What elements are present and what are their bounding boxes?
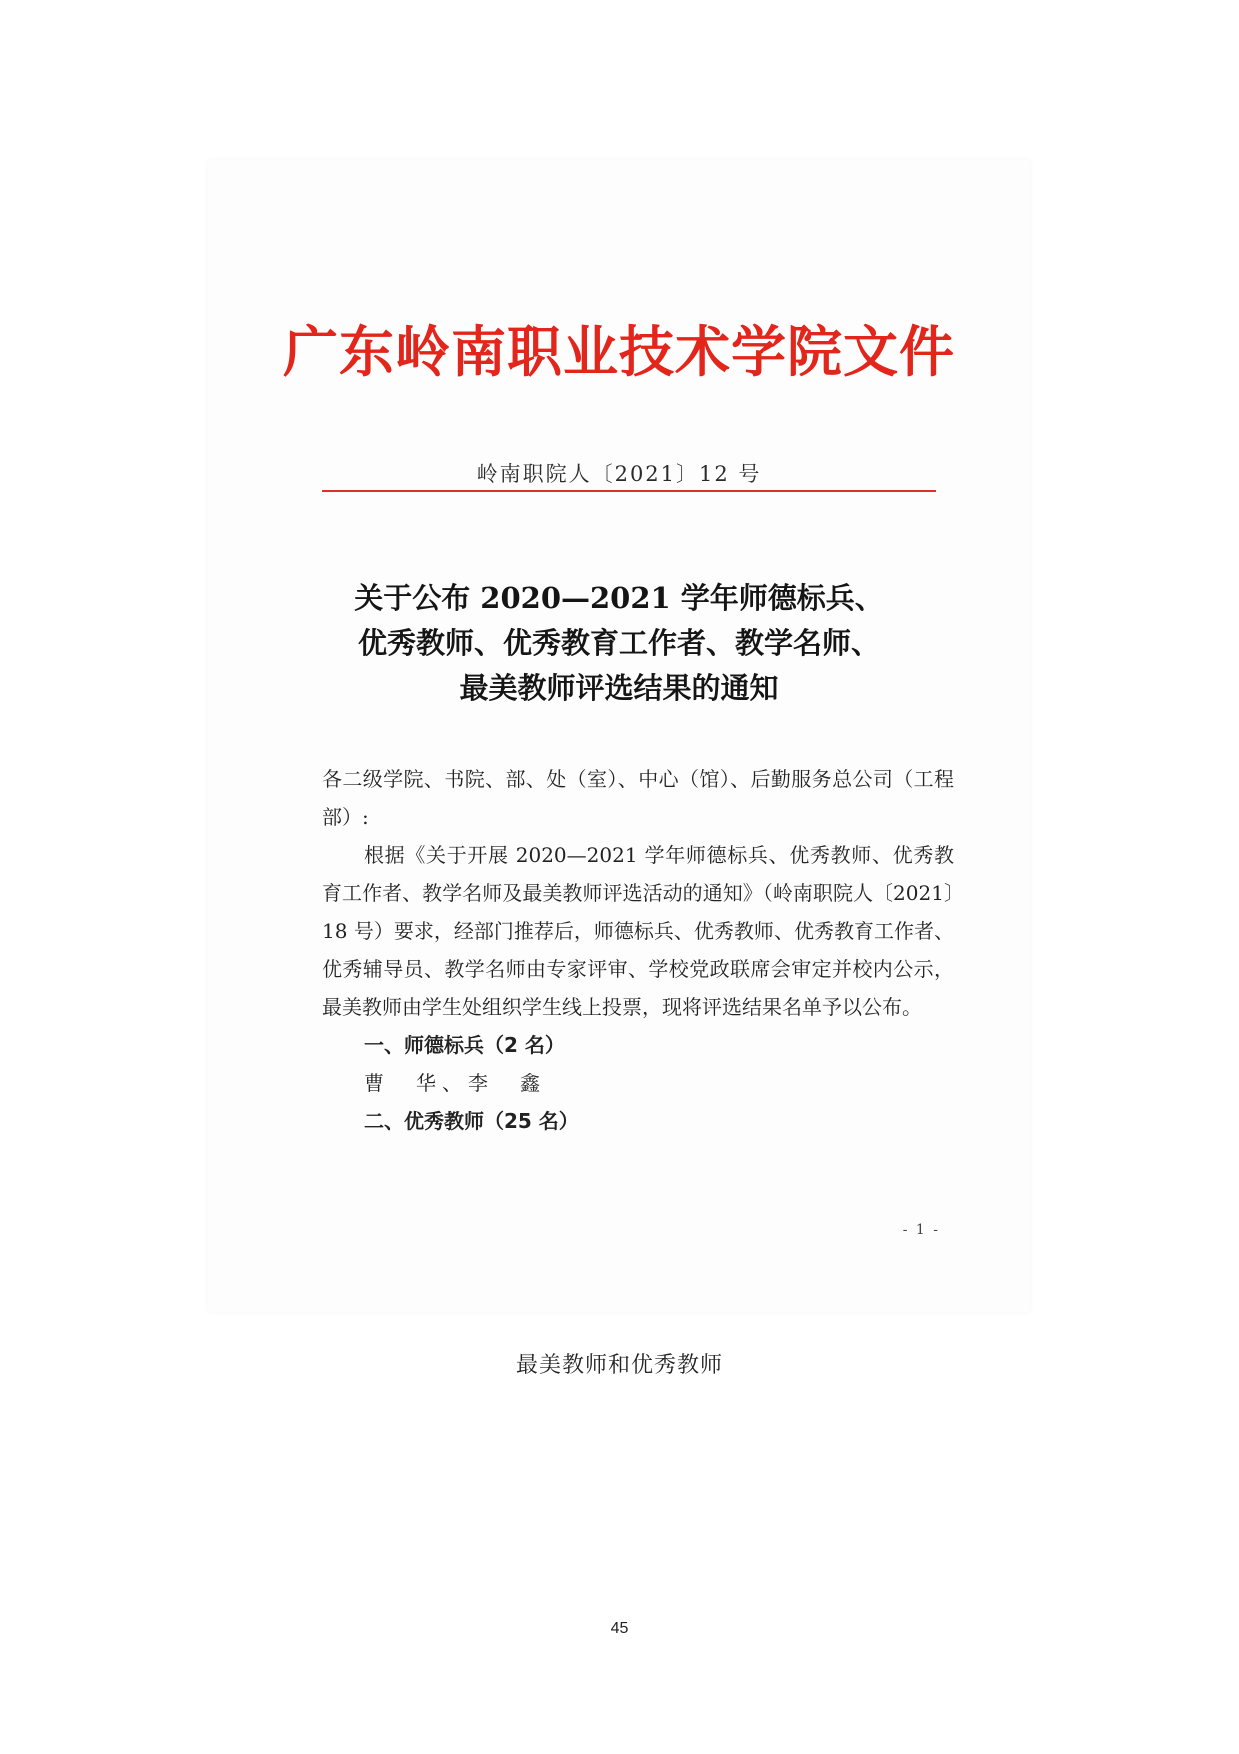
recipients-text: 各二级学院、书院、部、处（室）、中心（馆）、后勤服务总公司（工程部）: (322, 767, 954, 829)
section-names-1: 曹 华、李 鑫 (364, 1071, 546, 1095)
red-divider-line (322, 490, 936, 492)
title-line: 最美教师评选结果的通知 (459, 671, 779, 705)
figure-caption: 最美教师和优秀教师 (515, 1353, 723, 1378)
scan-page-mark: - 1 - (902, 1222, 940, 1238)
title-line: 优秀教师、优秀教育工作者、教学名师、 (357, 626, 880, 660)
scanned-document (208, 160, 1030, 1312)
letterhead-title: 广东岭南职业技术学院文件 (282, 319, 955, 384)
title-line: 关于公布 2020—2021 学年师德标兵、 (354, 581, 884, 615)
notice-body (322, 760, 954, 1140)
section-heading-1: 一、师德标兵（2 名） (364, 1033, 565, 1057)
main-paragraph: 根据《关于开展 2020—2021 学年师德标兵、优秀教师、优秀教育工作者、教学名师及最美教师评选活动的通知》（岭南职院人〔2021〕18 号）要求，经部门推荐后，师德标兵、优秀教师、优秀教育工作者、优秀辅导员、教学名师由专家评审、学校党政联席会审定并校内公示，最美教师由学生处组织学生线上投票，现将评选结果名单予以公布。 (322, 843, 954, 1019)
document-number: 岭南职院人〔2021〕12 号 (476, 462, 762, 486)
page-number: 45 (610, 1620, 629, 1637)
section-heading-2: 二、优秀教师（25 名） (364, 1109, 579, 1133)
notice-title (208, 576, 1030, 711)
